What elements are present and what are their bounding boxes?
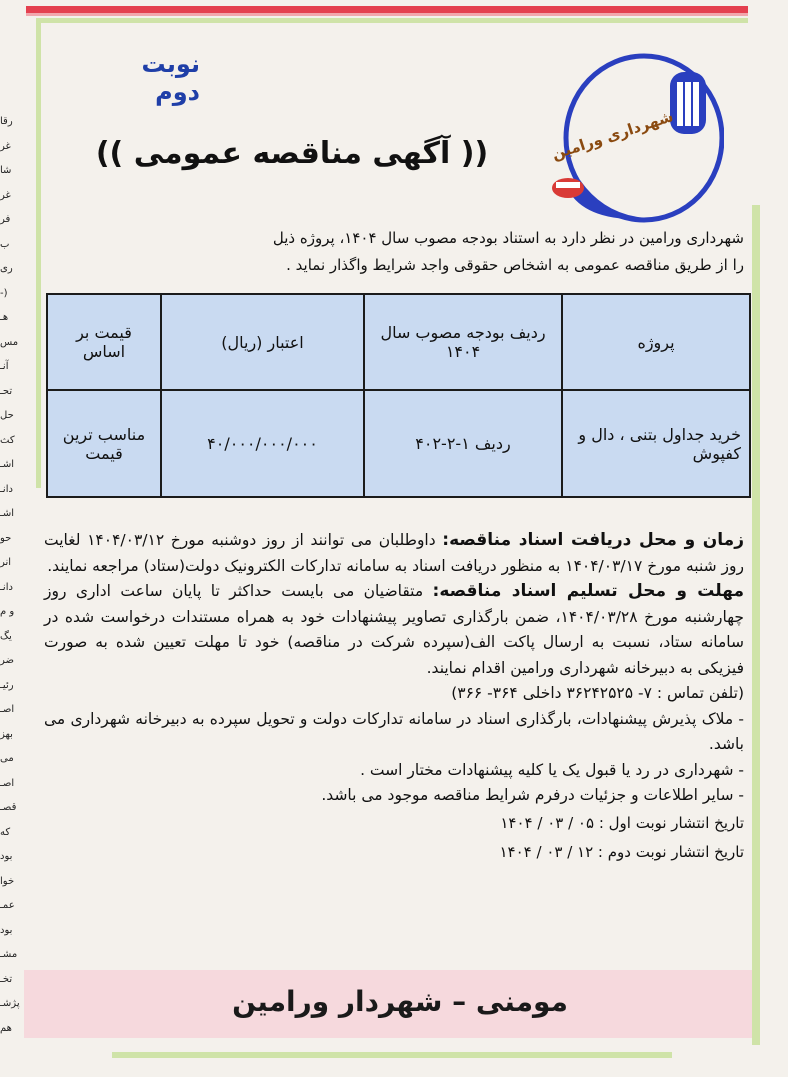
adjacent-column-fragment: دانـ (0, 483, 13, 495)
table-row (47, 390, 750, 497)
adjacent-column-fragment: حو (0, 532, 12, 544)
cell-price-basis: مناسب ترین قیمت (47, 390, 161, 497)
adjacent-column-fragment: که (0, 826, 11, 838)
bullet-acceptance: - ملاک پذیرش پیشنهادات، بارگذاری اسناد در سامانه تدارکات دولت و تحویل سپرده به دبیرخانه شهرداری می باشد. (44, 709, 744, 753)
intro-paragraph (44, 225, 744, 279)
adjacent-column-fragment: هـ (0, 312, 9, 323)
cell-project: خرید جداول بتنی ، دال و کفپوش (562, 390, 750, 497)
adjacent-column-fragment: (- (0, 287, 8, 299)
cell-credit: ۴۰/۰۰۰/۰۰۰/۰۰۰ (161, 390, 364, 497)
contact-phone: (تلفن تماس : ۷- ۳۶۲۴۲۵۲۵ داخلی ۳۶۴- ۳۶۶) (451, 684, 744, 702)
adjacent-column-fragment: فر (0, 214, 11, 225)
adjacent-column-fragment: اصـ (0, 704, 15, 715)
adjacent-column-fragment: شا (0, 165, 12, 176)
adjacent-column-fragment: عمـ (0, 900, 15, 911)
frame-left (36, 18, 41, 488)
adjacent-column-fragment: دانـ (0, 581, 13, 593)
section-receive-heading: زمان و محل دریافت اسناد مناقصه: (442, 530, 744, 550)
header-project: پروژه (562, 294, 750, 390)
header-budget-row: ردیف بودجه مصوب سال ۱۴۰۴ (364, 294, 562, 390)
adjacent-column-text (0, 110, 22, 1070)
notice-title: (( آگهی مناقصه عمومی )) (95, 136, 489, 171)
adjacent-column-fragment: تحـ (0, 385, 13, 397)
round-label: نوبت دوم (141, 50, 200, 106)
top-pink-stripe (26, 13, 748, 16)
adjacent-column-fragment: تخـ (0, 973, 13, 985)
adjacent-column-fragment: مشـ (0, 949, 18, 960)
adjacent-column-fragment: هم (0, 1022, 12, 1034)
section-receive-documents (44, 528, 744, 579)
adjacent-column-fragment: پژشـ (0, 998, 20, 1009)
top-red-stripe (26, 6, 748, 13)
frame-top (36, 18, 748, 23)
adjacent-column-fragment: اشـ (0, 459, 15, 470)
first-publish-date: تاریخ انتشار نوبت اول : ۰۵ / ۰۳ / ۱۴۰۴ (500, 813, 744, 832)
adjacent-column-fragment: ب (0, 238, 10, 250)
adjacent-column-fragment: غر (0, 189, 11, 201)
adjacent-column-fragment: انر (0, 557, 12, 568)
section-submit-heading: مهلت و محل تسلیم اسناد مناقصه: (432, 581, 744, 601)
adjacent-column-fragment: کث (0, 434, 15, 446)
adjacent-column-fragment: آنـ (0, 361, 9, 372)
municipality-logo (548, 50, 724, 226)
adjacent-column-fragment: غر (0, 140, 11, 152)
adjacent-column-fragment: و م (0, 606, 15, 617)
second-publish-date: تاریخ انتشار نوبت دوم : ۱۲ / ۰۳ / ۱۴۰۴ (499, 842, 744, 861)
header-credit: اعتبار (ریال) (161, 294, 364, 390)
adjacent-column-fragment: قصـ (0, 802, 17, 813)
section-submit-text: متقاضیان می بایست حداکثر تا پایان ساعت اداری روز چهارشنبه مورخ ۱۴۰۴/۰۳/۲۸، ضمن بارگذاری تصاویر پیشنهادات خود به همراه مستندات درخواست شده در سامانه ستاد، نسبت به ارسال پاکت الف(سپرده شرکت در مناقصه) خود تا مهلت تعیین شده به صورت فیزیکی به دبیرخانه شهرداری ورامین اقدام نمایند. (44, 582, 744, 677)
frame-right (752, 205, 760, 1045)
section-receive-text: داوطلبان می توانند از روز دوشنبه مورخ ۱۴۰۴/۰۳/۱۲ لغایت روز شنبه مورخ ۱۴۰۴/۰۳/۱۷ به منظور دریافت اسناد به سامانه تدارکات الکترونیک دولت(ستاد) مراجعه نمایند. (44, 531, 744, 575)
cell-budget-row: ردیف ۱-۲-۴۰۲ (364, 390, 562, 497)
adjacent-column-fragment: اشـ (0, 508, 15, 519)
header-price-basis: قیمت بر اساس (47, 294, 161, 390)
section-submit-documents (44, 579, 744, 681)
adjacent-column-fragment: بود (0, 924, 13, 936)
signature: مومنی – شهردار ورامین (232, 985, 568, 1018)
table-header-row (47, 294, 750, 390)
adjacent-column-fragment: رقا (0, 116, 13, 127)
adjacent-column-fragment: بود (0, 851, 13, 862)
adjacent-column-fragment: خوا (0, 875, 15, 887)
adjacent-column-fragment: حل (0, 410, 14, 421)
adjacent-column-fragment: می (0, 753, 14, 764)
adjacent-column-fragment: مس (0, 336, 19, 348)
intro-line-2: را از طریق مناقصه عمومی به اشخاص حقوقی واجد شرایط واگذار نماید . (286, 256, 744, 274)
bullet-rights: - شهرداری در رد یا قبول یک یا کلیه پیشنهادات مختار است . (360, 760, 744, 779)
adjacent-column-fragment: بهز (0, 728, 13, 740)
notice-body (44, 528, 744, 867)
frame-bottom (112, 1052, 672, 1058)
bullet-info: - سایر اطلاعات و جزئیات درفرم شرایط مناقصه موجود می باشد. (321, 786, 744, 804)
tender-table (46, 293, 751, 498)
adjacent-column-fragment: ضر (0, 655, 15, 666)
adjacent-column-fragment: یگ (0, 630, 12, 642)
intro-line-1: شهرداری ورامین در نظر دارد به استناد بودجه مصوب سال ۱۴۰۴، پروژه ذیل (272, 229, 744, 247)
adjacent-column-fragment: رئیـ (0, 679, 14, 691)
logo-text: شهرداری ورامین (549, 107, 676, 164)
adjacent-column-fragment: ری (0, 263, 13, 274)
adjacent-column-fragment: اصـ (0, 777, 15, 789)
